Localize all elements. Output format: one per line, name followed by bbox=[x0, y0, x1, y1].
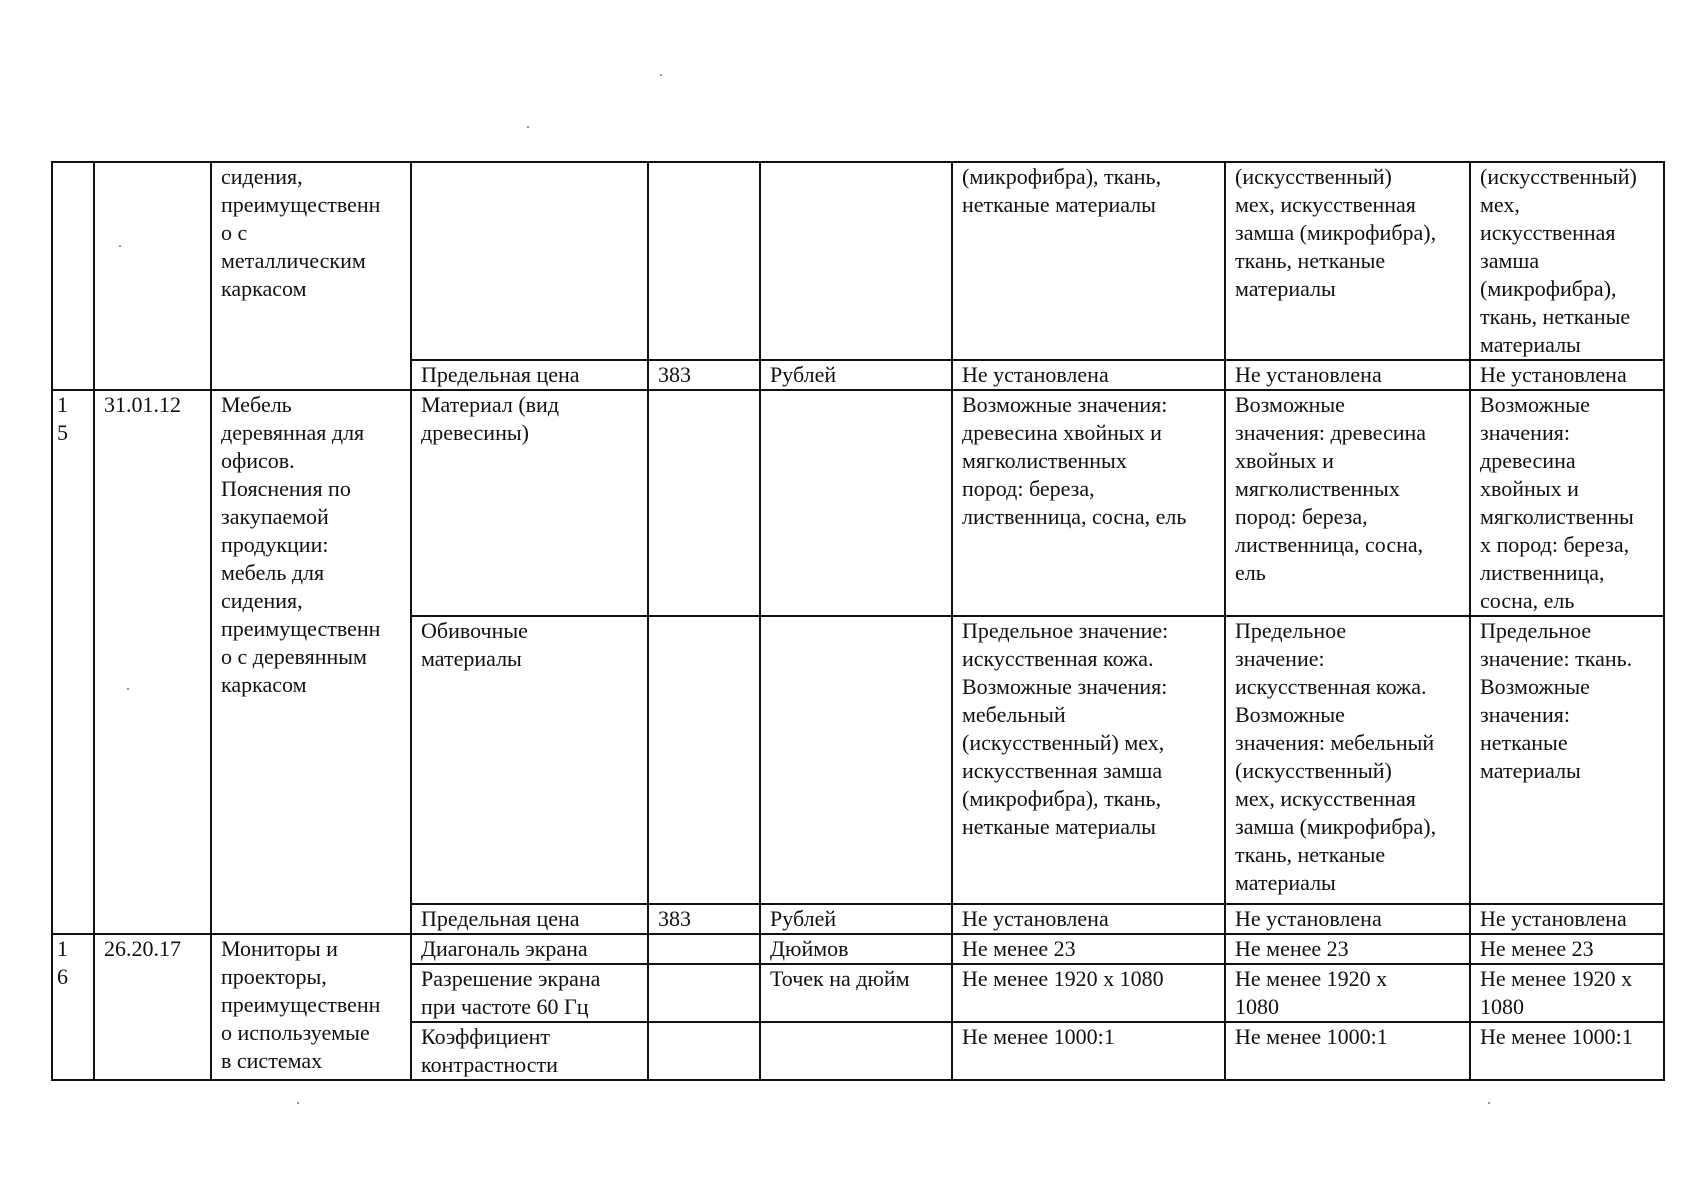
row-number-cell: 1 5 bbox=[52, 390, 94, 934]
value-cell-1: (микрофибра), ткань, нетканые материалы bbox=[952, 162, 1225, 360]
value-cell-2: Не менее 1000:1 bbox=[1225, 1022, 1470, 1080]
value-cell-1: Не установлена bbox=[952, 904, 1225, 934]
characteristic-cell: Диагональ экрана bbox=[411, 934, 648, 964]
unit-code-cell bbox=[648, 964, 760, 1022]
unit-name-cell: Рублей bbox=[760, 904, 952, 934]
value-cell-1: Не менее 1920 x 1080 bbox=[952, 964, 1225, 1022]
scan-speck bbox=[660, 74, 662, 76]
characteristic-cell: Обивочные материалы bbox=[411, 616, 648, 904]
value-cell-3: Не установлена bbox=[1470, 360, 1664, 390]
unit-name-cell: Точек на дюйм bbox=[760, 964, 952, 1022]
product-name-cell: сидения, преимущественн о с металлическим каркасом bbox=[211, 162, 411, 390]
value-cell-3: (искусственный) мех, искусственная замша (микрофибра), ткань, нетканые материалы bbox=[1470, 162, 1664, 360]
row-number-cell bbox=[52, 162, 94, 390]
table-row bbox=[52, 162, 1664, 360]
value-cell-1: Предельное значение: искусственная кожа. Возможные значения: мебельный (искусственный) мех, искусственная замша (микрофибра), ткань, нетканые материалы bbox=[952, 616, 1225, 904]
value-cell-1: Не менее 23 bbox=[952, 934, 1225, 964]
unit-code-cell bbox=[648, 390, 760, 616]
unit-name-cell bbox=[760, 1022, 952, 1080]
scan-speck bbox=[127, 688, 129, 690]
value-cell-1: Не установлена bbox=[952, 360, 1225, 390]
unit-code-cell bbox=[648, 934, 760, 964]
table-row bbox=[52, 390, 1664, 616]
characteristic-cell bbox=[411, 162, 648, 360]
okpd-code-cell: 26.20.17 bbox=[94, 934, 211, 1080]
value-cell-3: Предельное значение: ткань. Возможные значения: нетканые материалы bbox=[1470, 616, 1664, 904]
unit-code-cell bbox=[648, 1022, 760, 1080]
product-name-cell: Мебель деревянная для офисов. Пояснения по закупаемой продукции: мебель для сидения, преимущественн о с деревянным каркасом bbox=[211, 390, 411, 934]
characteristic-cell: Материал (вид древесины) bbox=[411, 390, 648, 616]
unit-name-cell bbox=[760, 616, 952, 904]
unit-name-cell bbox=[760, 162, 952, 360]
value-cell-3: Возможные значения: древесина хвойных и мягколиственны х пород: береза, лиственница, сосна, ель bbox=[1470, 390, 1664, 616]
scan-speck bbox=[527, 126, 529, 128]
value-cell-3: Не менее 1920 x 1080 bbox=[1470, 964, 1664, 1022]
value-cell-2: Не установлена bbox=[1225, 904, 1470, 934]
row-number-cell: 1 6 bbox=[52, 934, 94, 1080]
unit-code-cell: 383 bbox=[648, 360, 760, 390]
unit-name-cell: Рублей bbox=[760, 360, 952, 390]
product-name-cell: Мониторы и проекторы, преимущественн о используемые в системах bbox=[211, 934, 411, 1080]
unit-code-cell bbox=[648, 162, 760, 360]
table-row bbox=[52, 934, 1664, 964]
value-cell-2: Не установлена bbox=[1225, 360, 1470, 390]
value-cell-3: Не менее 23 bbox=[1470, 934, 1664, 964]
scan-speck bbox=[119, 245, 121, 247]
requirements-table bbox=[51, 161, 1665, 1081]
scan-speck bbox=[1488, 1102, 1490, 1104]
value-cell-1: Не менее 1000:1 bbox=[952, 1022, 1225, 1080]
unit-code-cell: 383 bbox=[648, 904, 760, 934]
value-cell-3: Не установлена bbox=[1470, 904, 1664, 934]
value-cell-1: Возможные значения: древесина хвойных и мягколиственных пород: береза, лиственница, сосна, ель bbox=[952, 390, 1225, 616]
unit-name-cell bbox=[760, 390, 952, 616]
characteristic-cell: Предельная цена bbox=[411, 360, 648, 390]
okpd-code-cell bbox=[94, 162, 211, 390]
value-cell-2: (искусственный) мех, искусственная замша (микрофибра), ткань, нетканые материалы bbox=[1225, 162, 1470, 360]
value-cell-2: Возможные значения: древесина хвойных и мягколиственных пород: береза, лиственница, сосна, ель bbox=[1225, 390, 1470, 616]
characteristic-cell: Разрешение экрана при частоте 60 Гц bbox=[411, 964, 648, 1022]
value-cell-2: Предельное значение: искусственная кожа. Возможные значения: мебельный (искусственный) мех, искусственная замша (микрофибра), ткань, нетканые материалы bbox=[1225, 616, 1470, 904]
scan-speck bbox=[297, 1102, 299, 1104]
value-cell-2: Не менее 1920 x 1080 bbox=[1225, 964, 1470, 1022]
unit-code-cell bbox=[648, 616, 760, 904]
okpd-code-cell: 31.01.12 bbox=[94, 390, 211, 934]
characteristic-cell: Предельная цена bbox=[411, 904, 648, 934]
unit-name-cell: Дюймов bbox=[760, 934, 952, 964]
characteristic-cell: Коэффициент контрастности bbox=[411, 1022, 648, 1080]
value-cell-3: Не менее 1000:1 bbox=[1470, 1022, 1664, 1080]
value-cell-2: Не менее 23 bbox=[1225, 934, 1470, 964]
